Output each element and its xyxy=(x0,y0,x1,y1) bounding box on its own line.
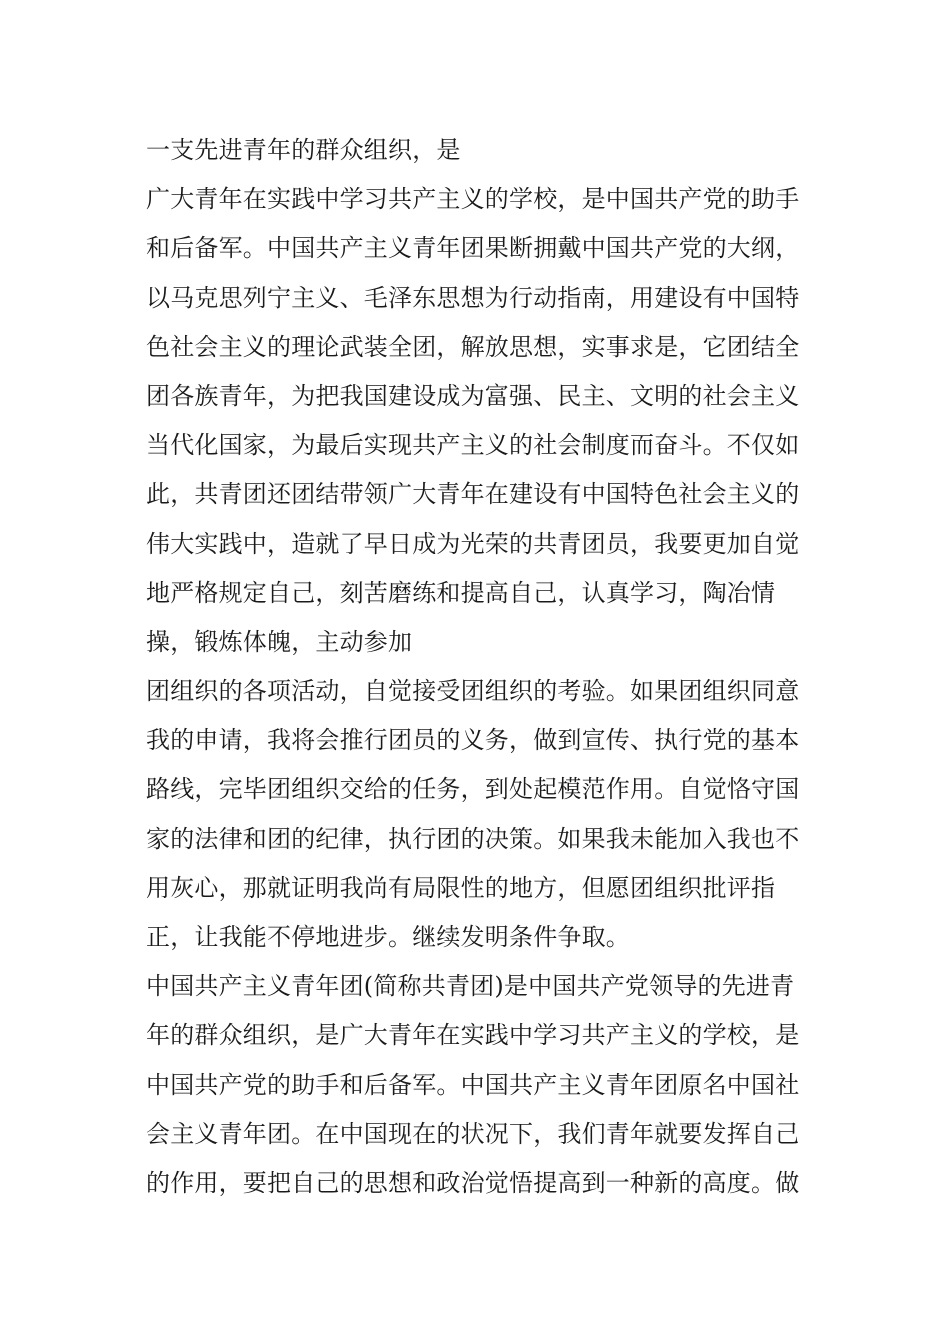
text-line-21: 会主义青年团。在中国现在的状况下，我们青年就要发挥自己 xyxy=(146,1119,800,1148)
text-line-5: 色社会主义的理论武装全团，解放思想，实事求是，它团结全 xyxy=(146,332,800,361)
text-line-15: 家的法律和团的纪律，执行团的决策。如果我未能加入我也不 xyxy=(146,824,800,853)
text-line-12: 团组织的各项活动，自觉接受团组织的考验。如果团组织同意 xyxy=(146,677,800,706)
text-line-17: 正，让我能不停地进步。继续发明条件争取。 xyxy=(146,923,630,951)
text-line-22: 的作用，要把自己的思想和政治觉悟提高到一种新的高度。做 xyxy=(146,1168,800,1197)
text-line-11: 操，锻炼体魄，主动参加 xyxy=(146,627,413,656)
text-line-20: 中国共产党的助手和后备军。中国共产主义青年团原名中国社 xyxy=(146,1070,800,1099)
text-line-2: 广大青年在实践中学习共产主义的学校，是中国共产党的助手 xyxy=(146,185,800,214)
text-line-19: 年的群众组织，是广大青年在实践中学习共产主义的学校，是 xyxy=(146,1021,800,1050)
text-line-10: 地严格规定自己，刻苦磨练和提高自己，认真学习，陶冶情 xyxy=(146,578,776,607)
text-line-8: 此，共青团还团结带领广大青年在建设有中国特色社会主义的 xyxy=(146,480,800,509)
text-line-16: 用灰心，那就证明我尚有局限性的地方，但愿团组织批评指 xyxy=(146,873,776,902)
text-line-18: 中国共产主义青年团(简称共青团)是中国共产党领导的先进青 xyxy=(146,972,795,1001)
document-body xyxy=(146,126,806,1208)
text-line-1: 一支先进青年的群众组织，是 xyxy=(146,136,461,164)
text-line-4: 以马克思列宁主义、毛泽东思想为行动指南，用建设有中国特 xyxy=(146,283,800,312)
text-line-14: 路线，完毕团组织交给的任务，到处起模范作用。自觉恪守国 xyxy=(146,775,800,804)
text-line-3: 和后备军。中国共产主义青年团果断拥戴中国共产党的大纲， xyxy=(146,234,800,263)
text-line-9: 伟大实践中，造就了早日成为光荣的共青团员，我要更加自觉 xyxy=(146,529,800,558)
text-line-7: 当代化国家，为最后实现共产主义的社会制度而奋斗。不仅如 xyxy=(146,431,800,460)
text-line-6: 团各族青年，为把我国建设成为富强、民主、文明的社会主义 xyxy=(146,381,800,410)
text-line-13: 我的申请，我将会推行团员的义务，做到宣传、执行党的基本 xyxy=(146,726,800,755)
